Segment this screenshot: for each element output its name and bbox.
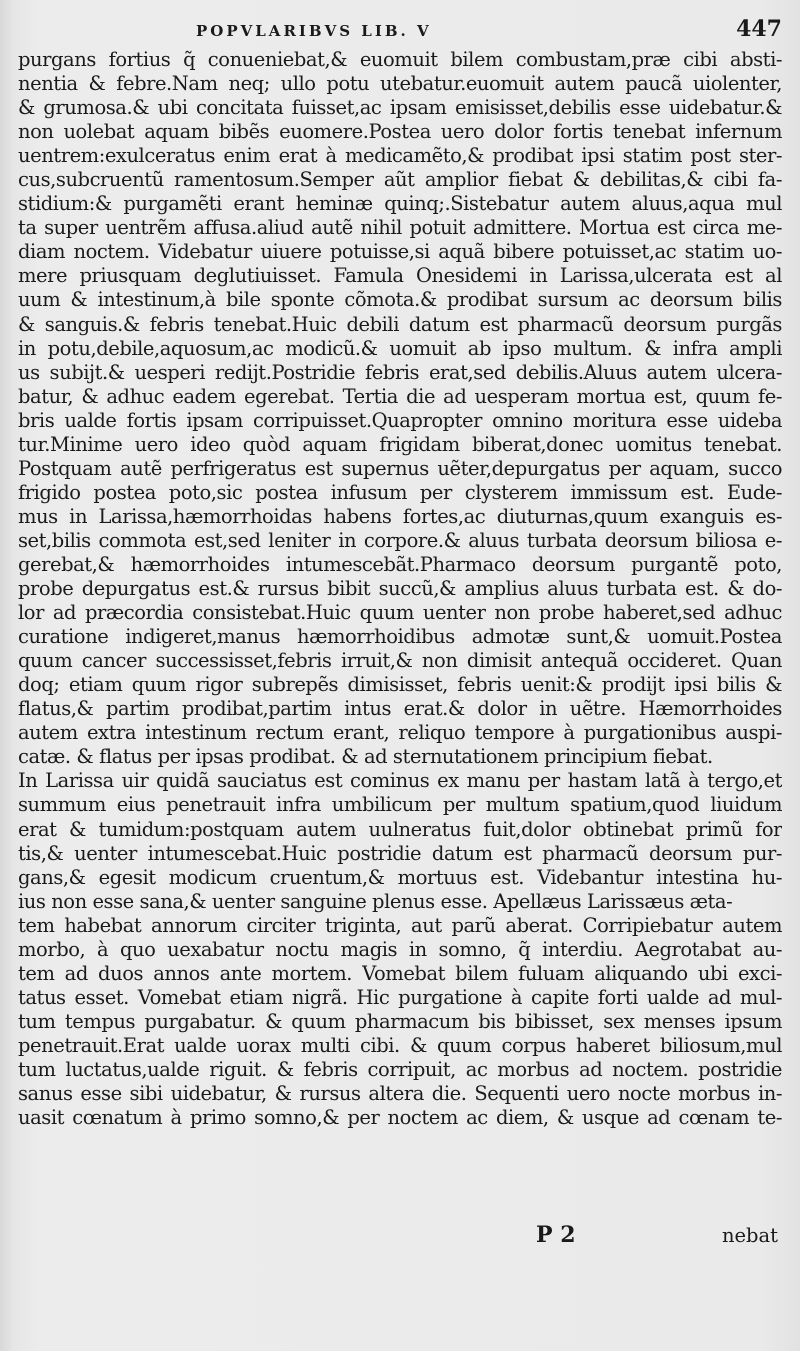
body-text	[18, 48, 782, 1130]
text-line: ta super uentrẽm affusa.aliud autẽ nihil potuit admittere. Mortua est circa me-	[18, 216, 782, 240]
text-line: tatus esset. Vomebat etiam nigrã. Hic purgatione à capite forti ualde ad mul-	[18, 985, 782, 1009]
text-line: non uolebat aquam bibẽs euomere.Postea uero dolor fortis tenebat infernum	[18, 120, 782, 144]
running-head: POPVLARIBVS LIB. V	[196, 22, 432, 40]
text-line: in potu,debile,aquosum,ac modicũ.& uomuit ab ipso multum. & infra ampli	[18, 336, 782, 360]
text-line: penetrauit.Erat ualde uorax multi cibi. & quum corpus haberet biliosum,mul	[18, 1033, 782, 1057]
catchword: nebat	[721, 1224, 778, 1247]
text-line: autem extra intestinum rectum erant, reliquo tempore à purgationibus auspi-	[18, 721, 782, 745]
text-line: quum cancer successisset,febris irruit,& non dimisit antequã occideret. Quan	[18, 649, 782, 673]
text-line: cus,subcruentũ ramentosum.Semper aũt amplior fiebat & debilitas,& cibi fa-	[18, 168, 782, 192]
text-line: & grumosa.& ubi concitata fuisset,ac ipsam emisisset,debilis esse uidebatur.&	[18, 96, 782, 120]
text-line: mere priusquam deglutiuisset. Famula Onesidemi in Larissa,ulcerata est al	[18, 264, 782, 288]
text-line: nentia & febre.Nam neq; ullo potu utebatur.euomuit autem paucã uiolenter,	[18, 72, 782, 96]
text-line: bris ualde fortis ipsam corripuisset.Quapropter omnino moritura esse uideba	[18, 408, 782, 432]
text-line: flatus,& partim prodibat,partim intus erat.& dolor in uẽtre. Hæmorrhoides	[18, 697, 782, 721]
text-line: summum eius penetrauit infra umbilicum per multum spatium,quod liuidum	[18, 793, 782, 817]
text-line: morbo, à quo uexabatur noctu magis in somno, q̃ interdiu. Aegrotabat au-	[18, 937, 782, 961]
text-line: gans,& egesit modicum cruentum,& mortuus est. Videbantur intestina hu-	[18, 865, 782, 889]
text-line: Postquam autẽ perfrigeratus est supernus uẽter,depurgatus per aquam, succo	[18, 456, 782, 480]
text-line: lor ad præcordia consistebat.Huic quum uenter non probe haberet,sed adhuc	[18, 601, 782, 625]
text-line: stidium:& purgamẽti erant heminæ quinq;.Sistebatur autem aluus,aqua mul	[18, 192, 782, 216]
text-line: tum luctatus,ualde riguit. & febris corripuit, ac morbus ad noctem. postridie	[18, 1057, 782, 1081]
signature-mark: P 2	[536, 1222, 576, 1248]
text-line: catæ. & flatus per ipsas prodibat. & ad sternutationem principium fiebat.	[18, 745, 713, 769]
text-line: probe depurgatus est.& rursus bibit succũ,& amplius aluus turbata est. & do-	[18, 577, 782, 601]
text-line: In Larissa uir quidã sauciatus est cominus ex manu per hastam latã à tergo,et	[18, 769, 782, 793]
text-line: tem ad duos annos ante mortem. Vomebat bilem fuluam aliquando ubi exci-	[18, 961, 782, 985]
text-line: uentrem:exulceratus enim erat à medicamẽto,& prodibat ipsi statim post ster-	[18, 144, 782, 168]
page-footer	[18, 1222, 782, 1252]
text-line: tur.Minime uero ideo quòd aquam frigidam biberat,donec uomitus tenebat.	[18, 432, 782, 456]
text-line: purgans fortius q̃ conueniebat,& euomuit bilem combustam,præ cibi absti-	[18, 48, 782, 71]
text-line: tis,& uenter intumescebat.Huic postridie datum est pharmacũ deorsum pur-	[18, 841, 782, 865]
text-line: curatione indigeret,manus hæmorrhoidibus admotæ sunt,& uomuit.Postea	[18, 625, 782, 649]
text-line: tum tempus purgabatur. & quum pharmacum bis bibisset, sex menses ipsum	[18, 1009, 782, 1033]
text-line: frigido postea poto,sic postea infusum per clysterem immissum est. Eude-	[18, 480, 782, 504]
text-line: batur, & adhuc eadem egerebat. Tertia die ad uesperam mortua est, quum fe-	[18, 384, 782, 408]
text-line: ius non esse sana,& uenter sanguine plenus esse. Apellæus Larissæus æta-	[18, 889, 733, 913]
page-number: 447	[736, 16, 782, 42]
text-line: diam noctem. Videbatur uiuere potuisse,si aquã bibere potuisset,ac statim uo-	[18, 240, 782, 264]
text-line: set,bilis commota est,sed leniter in corpore.& aluus turbata deorsum biliosa e-	[18, 528, 782, 552]
text-line: gerebat,& hæmorrhoides intumescebãt.Pharmaco deorsum purgantẽ poto,	[18, 552, 782, 576]
text-line: erat & tumidum:postquam autem uulneratus fuit,dolor obtinebat primũ for	[18, 817, 782, 841]
text-line: mus in Larissa,hæmorrhoidas habens fortes,ac diuturnas,quum exanguis es-	[18, 504, 782, 528]
text-line: uasit cœnatum à primo somno,& per noctem ac diem, & usque ad cœnam te-	[18, 1106, 782, 1130]
text-line: sanus esse sibi uidebatur, & rursus altera die. Sequenti uero nocte morbus in-	[18, 1082, 782, 1106]
text-line: us subijt.& uesperi redijt.Postridie febris erat,sed debilis.Aluus autem ulcera-	[18, 360, 782, 384]
text-line: doq; etiam quum rigor subrepẽs dimisisset, febris uenit:& prodijt ipsi bilis &	[18, 673, 782, 697]
text-line: & sanguis.& febris tenebat.Huic debili datum est pharmacũ deorsum purgãs	[18, 312, 782, 336]
text-line: uum & intestinum,à bile sponte cõmota.& prodibat sursum ac deorsum bilis	[18, 288, 782, 312]
text-line: tem habebat annorum circiter triginta, aut parũ aberat. Corripiebatur autem	[18, 913, 782, 937]
page-header	[18, 16, 786, 46]
